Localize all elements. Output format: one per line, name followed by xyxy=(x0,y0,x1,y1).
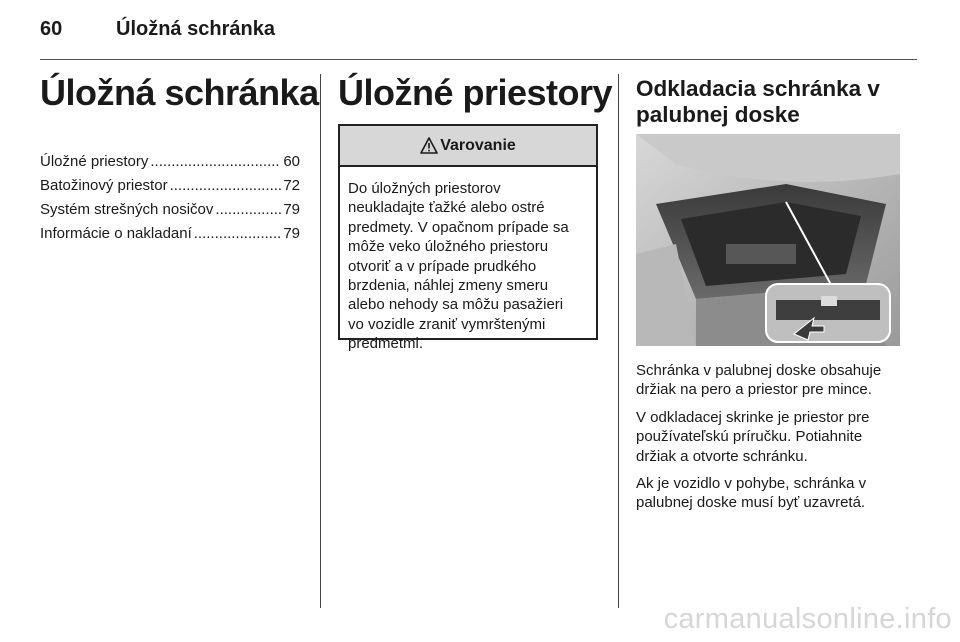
page-number: 60 xyxy=(40,18,63,40)
toc-entry-page: 79 xyxy=(283,225,300,242)
toc-leader-dots xyxy=(150,150,281,174)
warning-header xyxy=(340,126,596,167)
toc-entry[interactable] xyxy=(40,150,300,174)
warning-line: otvoriť a v prípade prudkého xyxy=(348,257,537,275)
text-line: V odkladacej skrinke je priestor pre xyxy=(636,408,870,426)
text-line: držiak na pero a priestor pre mince. xyxy=(636,381,872,399)
warning-triangle-icon xyxy=(420,137,438,154)
subsection-title xyxy=(636,76,916,128)
section-title: Úložné priestory xyxy=(338,72,613,113)
toc-entry-label: Úložné priestory xyxy=(40,153,149,170)
subsection-title-line: Odkladacia schránka v xyxy=(636,76,880,101)
toc-leader-dots xyxy=(194,222,282,246)
toc-leader-dots xyxy=(170,174,282,198)
toc-leader-dots xyxy=(215,198,281,222)
text-line: palubnej doske musí byť uzavretá. xyxy=(636,494,866,512)
warning-box xyxy=(338,124,598,353)
text-line: Schránka v palubnej doske obsahuje xyxy=(636,362,882,379)
warning-line: vo vozidle zraniť vymrštenými xyxy=(348,315,546,333)
toc-entry[interactable] xyxy=(40,222,300,246)
toc-entry[interactable] xyxy=(40,174,300,198)
toc-entry-page: 72 xyxy=(283,177,300,194)
paragraph xyxy=(636,474,926,513)
warning-line: alebo nehody sa môžu pasažieri xyxy=(348,296,564,314)
glovebox-illustration xyxy=(636,134,900,346)
toc-entry[interactable] xyxy=(40,198,300,222)
subsection-title-line: palubnej doske xyxy=(636,102,800,127)
toc-entry-label: Systém strešných nosičov xyxy=(40,201,214,218)
header-divider xyxy=(40,59,917,60)
warning-line: predmety. V opačnom prípade sa xyxy=(348,218,569,236)
glovebox-description xyxy=(636,361,926,521)
paragraph xyxy=(636,361,926,400)
toc-entry-page: 79 xyxy=(283,201,300,218)
watermark: carmanualsonline.info xyxy=(663,603,952,635)
glovebox-photo xyxy=(636,134,900,346)
column-divider xyxy=(320,74,321,608)
table-of-contents xyxy=(40,150,300,246)
warning-line: Do úložných priestorov xyxy=(348,180,501,197)
paragraph xyxy=(636,408,926,466)
warning-text xyxy=(340,167,596,354)
toc-entry-label: Batožinový priestor xyxy=(40,177,168,194)
column-divider xyxy=(618,74,619,608)
warning-line: brzdenia, náhlej zmeny smeru xyxy=(348,277,549,295)
running-title: Úložná schránka xyxy=(116,18,275,40)
warning-title: Varovanie xyxy=(440,136,516,154)
warning-line: neukladajte ťažké alebo ostré xyxy=(348,199,545,217)
warning-line: predmetmi. xyxy=(348,335,424,353)
text-line: Ak je vozidlo v pohybe, schránka v xyxy=(636,475,867,493)
warning-line: môže veko úložného priestoru xyxy=(348,238,549,256)
text-line: používateľskú príručku. Potiahnite xyxy=(636,428,863,446)
chapter-title: Úložná schránka xyxy=(40,72,319,113)
toc-entry-label: Informácie o nakladaní xyxy=(40,225,192,242)
text-line: držiak a otvorte schránku. xyxy=(636,447,808,465)
page-header xyxy=(40,18,920,48)
toc-entry-page: 60 xyxy=(283,153,300,170)
